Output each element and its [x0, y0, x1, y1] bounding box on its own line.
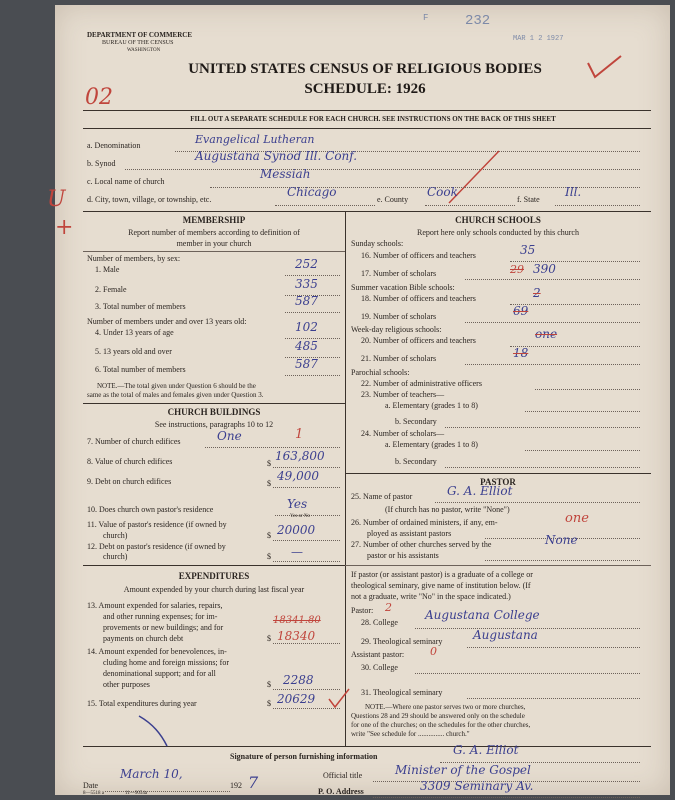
q29-value[interactable]: Augustana — [473, 628, 538, 642]
county-value[interactable]: Cook — [427, 185, 458, 199]
q9-label: 9. Debt on church edifices — [87, 477, 172, 486]
q18-label: 18. Number of officers and teachers — [361, 294, 476, 303]
q25-value[interactable]: G. A. Elliot — [447, 484, 513, 498]
q17-rule — [465, 279, 640, 280]
q28-value[interactable]: Augustana College — [425, 608, 540, 622]
expenditures-heading: EXPENDITURES — [178, 571, 250, 581]
q11-rule — [273, 540, 340, 541]
male-value[interactable]: 252 — [295, 257, 318, 271]
q9-dollar: $ — [267, 479, 271, 488]
over-13-value[interactable]: 485 — [295, 339, 318, 353]
ink-scribble — [133, 710, 173, 750]
q21-rule — [465, 364, 640, 365]
pastor-heading: PASTOR — [480, 477, 516, 487]
date-received-stamp: MAR 1 2 1927 — [513, 35, 564, 43]
q26-value[interactable]: one — [565, 511, 589, 526]
q21-label: 21. Number of scholars — [361, 354, 437, 363]
form-title: UNITED STATES CENSUS OF RELIGIOUS BODIES — [188, 61, 542, 77]
q22-label: 22. Number of administrative officers — [361, 379, 482, 388]
synod-value[interactable]: Augustana Synod Ill. Conf. — [195, 149, 358, 163]
q13-line-4: payments on church debt — [103, 634, 184, 643]
total-members-2-value[interactable]: 587 — [295, 357, 318, 371]
schools-sub: Report here only schools conducted by this church — [417, 228, 579, 237]
signature-label: Signature of person furnishing information — [230, 752, 378, 761]
membership-heading: MEMBERSHIP — [182, 215, 246, 225]
q24b-rule — [445, 467, 640, 468]
denomination-label: a. Denomination — [87, 141, 141, 150]
under-13-value[interactable]: 102 — [295, 320, 318, 334]
q16-label: 16. Number of officers and teachers — [361, 251, 476, 260]
q17-label: 17. Number of scholars — [361, 269, 437, 278]
q24a-rule — [525, 450, 640, 451]
q30-label: 30. College — [361, 663, 398, 672]
q28-label: 28. College — [361, 618, 398, 627]
city-label: WASHINGTON — [127, 48, 161, 53]
q13-line-2: and other running expenses; for im- — [103, 612, 218, 621]
grad-note-2: theological seminary, give name of institution below. (If — [351, 581, 531, 590]
q31-rule — [467, 698, 640, 699]
q27-value[interactable]: None — [545, 533, 578, 547]
year-prefix: 192 — [230, 781, 242, 790]
q9-value[interactable]: 49,000 — [277, 469, 319, 483]
q10-value[interactable]: Yes — [287, 497, 308, 511]
date-label: Date — [83, 781, 99, 790]
female-label: 2. Female — [95, 285, 127, 294]
q18-rule — [510, 304, 640, 305]
weekday-schools-label: Week-day religious schools: — [351, 325, 442, 334]
q14-value[interactable]: 2288 — [283, 673, 314, 687]
official-title-label: Official title — [323, 771, 363, 780]
assistant-pastor-label: Assistant pastor: — [351, 650, 405, 659]
q23a-rule — [525, 411, 640, 412]
state-label: f. State — [517, 195, 540, 204]
total-members-value[interactable]: 587 — [295, 294, 318, 308]
synod-rule — [125, 169, 640, 170]
q19-value[interactable]: 69 — [513, 304, 529, 318]
q15-dollar: $ — [267, 699, 271, 708]
q25-label: 25. Name of pastor — [351, 492, 413, 501]
q8-dollar: $ — [267, 459, 271, 468]
q8-rule — [273, 467, 340, 468]
q23b-label: b. Secondary — [395, 417, 437, 426]
membership-sub-1: Report number of members according to definition of — [128, 228, 300, 237]
q14-line-4: other purposes — [103, 680, 150, 689]
q24-label: 24. Number of scholars— — [361, 429, 445, 438]
address-label: P. O. Address — [318, 787, 364, 796]
q29-label: 29. Theological seminary — [361, 637, 443, 646]
county-label: e. County — [377, 195, 409, 204]
county-rule — [425, 205, 515, 206]
signature-value[interactable]: G. A. Elliot — [453, 743, 519, 757]
pastor-note-1: NOTE.—Where one pastor serves two or more churches, — [365, 703, 526, 711]
q12-dollar: $ — [267, 552, 271, 561]
grad-note-3: not a graduate, write "No" in the space indicated.) — [351, 592, 511, 601]
q23-label: 23. Number of teachers— — [361, 390, 445, 399]
q18-value[interactable]: 2 — [533, 286, 541, 300]
q10-label: 10. Does church own pastor's residence — [87, 505, 214, 514]
q24a-label: a. Elementary (grades 1 to 8) — [385, 440, 478, 449]
grad-rule — [345, 565, 651, 566]
q11-label-1: 11. Value of pastor's residence (if owned by — [87, 520, 227, 529]
pastor-note-4: write "See schedule for ............... church." — [351, 730, 470, 738]
grad-note-1: If pastor (or assistant pastor) is a graduate of a college or — [351, 570, 533, 579]
stamp-number: 232 — [465, 13, 491, 29]
membership-sub-2: member in your church — [176, 239, 252, 248]
total-members-label: 3. Total number of members — [95, 302, 186, 311]
q12-label-2: church) — [103, 552, 128, 561]
total-members-2-rule — [285, 375, 340, 376]
date-rule — [105, 791, 230, 792]
q12-value[interactable]: — — [291, 545, 303, 559]
state-rule — [555, 205, 640, 206]
header-divider-2 — [83, 128, 651, 129]
q27-line-1: 27. Number of other churches served by the — [351, 540, 492, 549]
q25-rule — [435, 502, 640, 503]
form-number: 8—5518 a — [83, 791, 104, 796]
form-number-2: 11—9054a — [125, 791, 148, 796]
q11-value[interactable]: 20000 — [277, 523, 316, 537]
q26-line-2: ployed as assistant pastors — [367, 529, 452, 538]
q19-rule — [465, 322, 640, 323]
q20-rule — [510, 346, 640, 347]
state-value[interactable]: Ill. — [565, 185, 582, 199]
q11-dollar: $ — [267, 531, 271, 540]
sunday-schools-label: Sunday schools: — [351, 239, 404, 248]
q13-value[interactable]: 18340 — [277, 629, 316, 643]
header-divider — [83, 110, 651, 111]
instruction-line: FILL OUT A SEPARATE SCHEDULE FOR EACH CHURCH. SEE INSTRUCTIONS ON THE BACK OF THIS SHEET — [190, 115, 556, 123]
q24b-label: b. Secondary — [395, 457, 437, 466]
q26-line-1: 26. Number of ordained ministers, if any, em- — [351, 518, 498, 527]
buildings-heading: CHURCH BUILDINGS — [167, 407, 261, 417]
q27-rule — [485, 560, 640, 561]
q7-red-correction: 1 — [295, 427, 304, 442]
q23a-label: a. Elementary (grades 1 to 8) — [385, 401, 478, 410]
q14-dollar: $ — [267, 680, 271, 689]
over-13-label: 5. 13 years old and over — [95, 347, 172, 356]
q8-value[interactable]: 163,800 — [275, 449, 325, 463]
q8-label: 8. Value of church edifices — [87, 457, 173, 466]
q31-label: 31. Theological seminary — [361, 688, 443, 697]
q16-rule — [510, 261, 640, 262]
q20-value[interactable]: one — [535, 327, 558, 341]
city-value[interactable]: Chicago — [287, 185, 337, 199]
q14-line-2: cluding home and foreign missions; for — [103, 658, 229, 667]
q13-line-3: provements or new buildings; and for — [103, 623, 224, 632]
total-members-rule — [285, 312, 340, 313]
q21-value[interactable]: 18 — [513, 346, 529, 360]
female-value[interactable]: 335 — [295, 277, 318, 291]
date-value[interactable]: March 10, — [120, 767, 183, 781]
q13-old-value: 18341.80 — [273, 615, 321, 626]
pastor-top-rule — [345, 473, 651, 474]
stamp-mark: F — [423, 13, 429, 23]
q27-line-2: pastor or his assistants — [367, 551, 439, 560]
local-name-label: c. Local name of church — [87, 177, 165, 186]
address-rule — [373, 797, 640, 798]
q7-label: 7. Number of church edifices — [87, 437, 181, 446]
total-members-2-label: 6. Total number of members — [95, 365, 186, 374]
bureau-label: BUREAU OF THE CENSUS — [102, 40, 174, 46]
q13-line-1: 13. Amount expended for salaries, repairs, — [87, 601, 223, 610]
q14-line-3: denominational support; and for all — [103, 669, 216, 678]
census-form-paper — [47, 5, 670, 796]
address-value[interactable]: 3309 Seminary Av. — [420, 779, 534, 793]
male-label: 1. Male — [95, 265, 120, 274]
q23b-rule — [445, 427, 640, 428]
q10-sub: Yes or No — [290, 514, 311, 519]
official-title-value[interactable]: Minister of the Gospel — [395, 763, 531, 777]
local-name-value[interactable]: Messiah — [260, 167, 311, 181]
buildings-top-rule — [83, 403, 345, 404]
assistant-pastor-mark: 0 — [430, 645, 437, 658]
city-label: d. City, town, village, or township, etc. — [87, 195, 212, 204]
synod-label: b. Synod — [87, 159, 116, 168]
q25-sub: (If church has no pastor, write "None") — [385, 505, 510, 514]
q16-value[interactable]: 35 — [520, 243, 536, 257]
schedule-title: SCHEDULE: 1926 — [304, 81, 426, 97]
schools-heading: CHURCH SCHOOLS — [455, 215, 541, 225]
q12-label-1: 12. Debt on pastor's residence (if owned by — [87, 542, 226, 551]
year-value[interactable]: 7 — [248, 773, 259, 792]
q29-rule — [467, 647, 640, 648]
q11-label-2: church) — [103, 531, 128, 540]
q9-rule — [273, 487, 340, 488]
pastor-note-3: for one of the churches; on the schedules for the other churches, — [351, 721, 531, 729]
q13-rule — [273, 643, 340, 644]
membership-rule — [83, 251, 345, 252]
q12-rule — [273, 561, 340, 562]
margin-mark-plus: + — [55, 215, 74, 240]
margin-mark-u: U — [47, 187, 66, 212]
department-label: DEPARTMENT OF COMMERCE — [87, 31, 193, 39]
expenditures-sub: Amount expended by your church during last fiscal year — [123, 585, 305, 594]
age-header-label: Number of members under and over 13 years old: — [87, 317, 247, 326]
summer-schools-label: Summer vacation Bible schools: — [351, 283, 455, 292]
by-sex-label: Number of members, by sex: — [87, 254, 181, 263]
membership-note-1: NOTE.—The total given under Question 6 should be the — [97, 382, 256, 390]
red-code: 02 — [85, 85, 113, 110]
q22-rule — [535, 389, 640, 390]
under-13-label: 4. Under 13 years of age — [95, 328, 174, 337]
q30-rule — [415, 673, 640, 674]
red-tick-mark — [327, 687, 351, 711]
q13-dollar: $ — [267, 634, 271, 643]
pastor-label: Pastor: — [351, 606, 374, 615]
parochial-schools-label: Parochial schools: — [351, 368, 410, 377]
denomination-value[interactable]: Evangelical Lutheran — [195, 133, 315, 146]
q7-rule — [205, 447, 340, 448]
male-rule — [285, 275, 340, 276]
city-rule — [275, 205, 375, 206]
q17-value[interactable]: 390 — [533, 262, 556, 276]
q14-line-1: 14. Amount expended for benevolences, in- — [87, 647, 227, 656]
pastor-note-2: Questions 28 and 29 should be answered only on the schedule — [351, 712, 525, 720]
pastor-mark: 2 — [385, 601, 392, 614]
membership-note-2: same as the total of males and females given under Question 3. — [87, 391, 264, 399]
buildings-sub: See instructions, paragraphs 10 to 12 — [154, 420, 274, 429]
q19-label: 19. Number of scholars — [361, 312, 437, 321]
q15-label: 15. Total expenditures during year — [87, 699, 197, 708]
expenditures-top-rule — [83, 565, 345, 566]
body-top-rule — [83, 211, 651, 212]
q15-value[interactable]: 20629 — [277, 692, 316, 706]
q20-label: 20. Number of officers and teachers — [361, 336, 476, 345]
q7-value[interactable]: One — [217, 429, 242, 443]
q17-old-value: 29 — [510, 263, 524, 276]
